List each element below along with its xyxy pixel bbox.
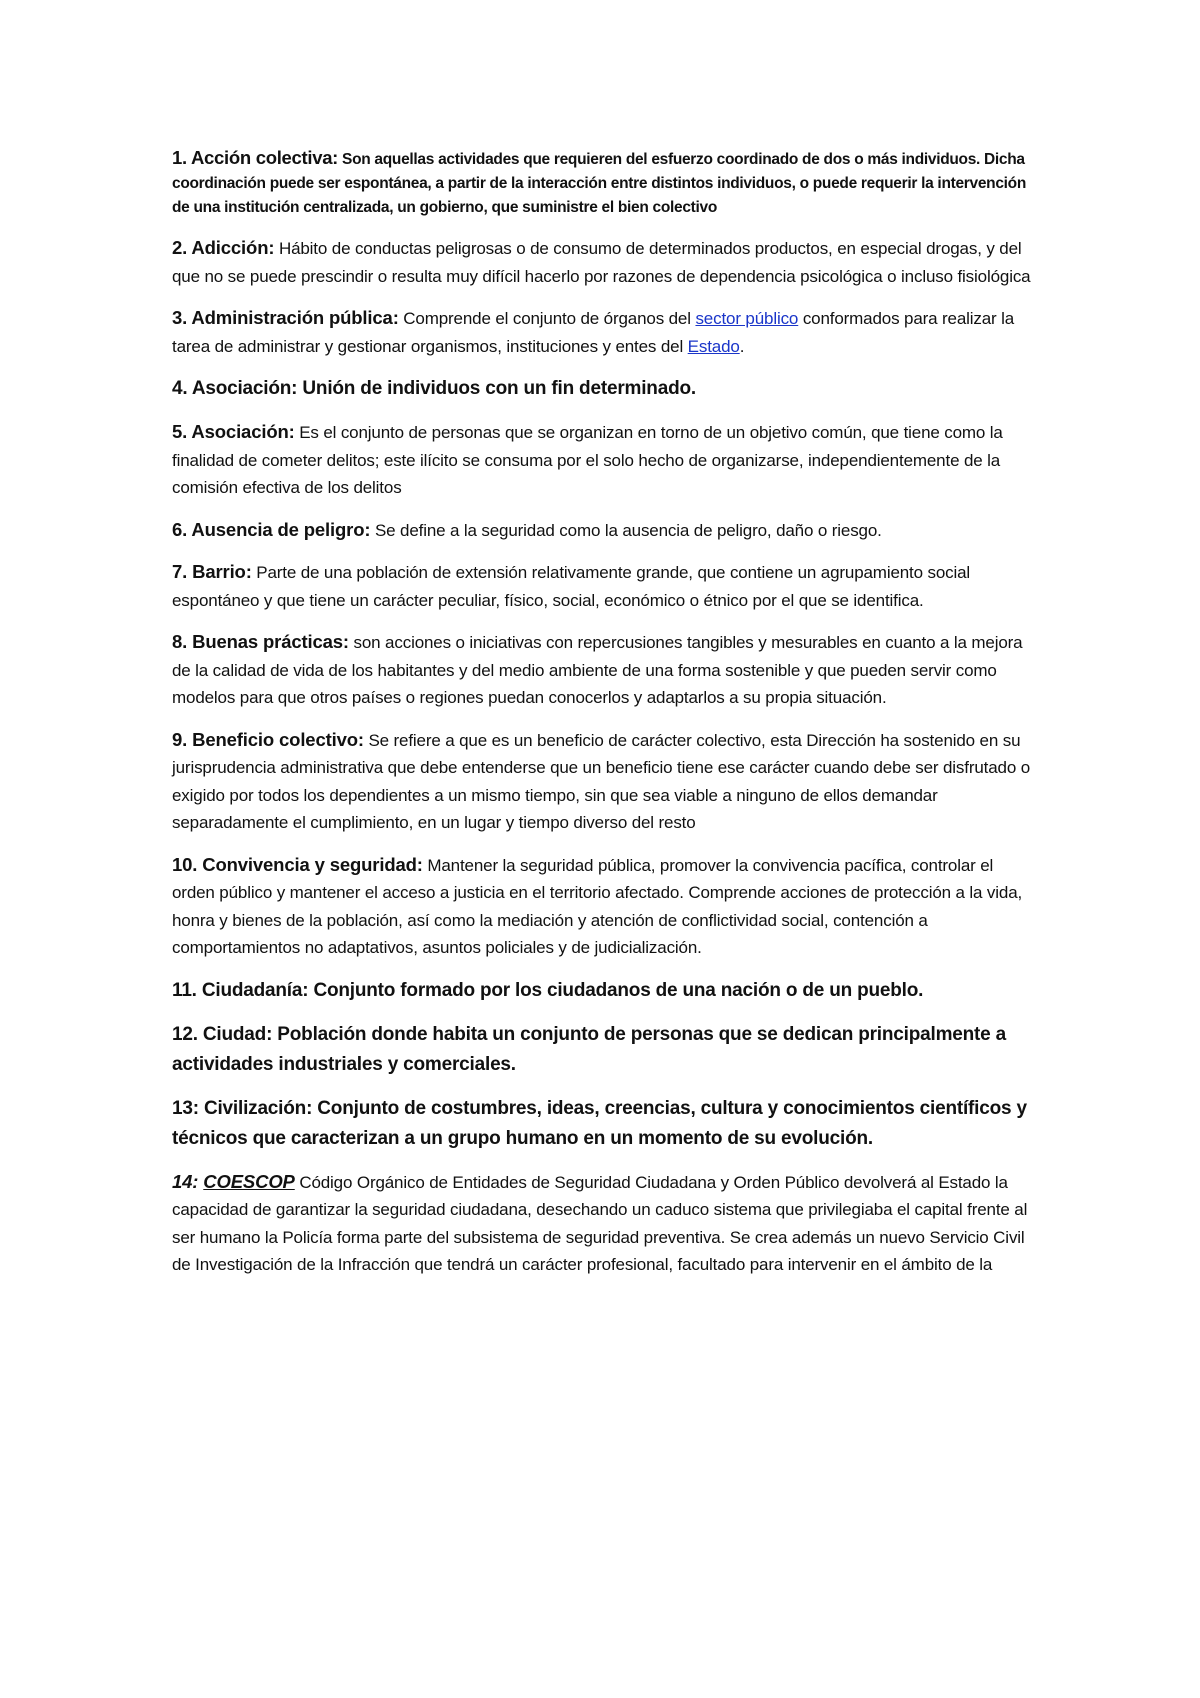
entry-term: 12. Ciudad: bbox=[172, 1023, 273, 1045]
entry-term: 11. Ciudadanía: bbox=[172, 979, 309, 1001]
entry-term: 9. Beneficio colectivo: bbox=[172, 728, 364, 750]
entry-term: 13: Civilización: bbox=[172, 1097, 313, 1119]
entry-term-colon: : bbox=[392, 307, 399, 328]
glossary-entry-2 bbox=[172, 234, 1040, 290]
link-estado[interactable]: Estado bbox=[687, 336, 740, 356]
glossary-entry-1 bbox=[172, 146, 1040, 220]
glossary-entry-7 bbox=[172, 558, 1040, 614]
glossary-entry-14 bbox=[172, 1168, 1040, 1279]
entry-definition: Código Orgánico de Entidades de Seguridad Ciudadana y Orden Público devolverá al Estado la capacidad de garantizar la seguridad ciudadana, desechando un caduco sistema que privilegiaba el capital frente al ser humano la Policía forma parte del subsistema de seguridad preventiva. Se crea además un nuevo Servicio Civil de Investigación de la Infracción que tendrá un carácter profesional, facultado para intervenir en el ámbito de la bbox=[172, 1172, 1028, 1274]
entry-definition: Parte de una población de extensión relativamente grande, que contiene un agrupamiento social espontáneo y que tiene un carácter peculiar, físico, social, económico o étnico por el que se identifica. bbox=[172, 563, 971, 610]
entry-term: 6. Ausencia de peligro: bbox=[172, 518, 371, 540]
glossary-entry-6 bbox=[172, 516, 1040, 545]
entry-definition-end: . bbox=[739, 336, 745, 356]
entry-term: 7. Barrio: bbox=[172, 561, 252, 582]
glossary-entry-5 bbox=[172, 418, 1040, 502]
entry-term: 5. Asociación: bbox=[172, 421, 295, 442]
entry-definition: Mantener la seguridad pública, promover la convivencia pacífica, controlar el orden público y mantener el acceso a justicia en el territorio afectado. Comprende acciones de protección a la vida, honra y bienes de la población, así como la mediación y atención de conflictividad social, contención a comportamientos no adaptativos, asuntos policiales y de judicialización. bbox=[172, 855, 1023, 957]
glossary-entry-11 bbox=[172, 976, 1040, 1006]
link-sector-publico[interactable]: sector público bbox=[695, 309, 799, 328]
glossary-entry-12 bbox=[172, 1020, 1040, 1080]
entry-definition: Hábito de conductas peligrosas o de consumo de determinados productos, en especial drogas, y del que no se puede prescindir o resulta muy difícil hacerlo por razones de dependencia psicológica o incluso fisiológica bbox=[172, 239, 1031, 286]
entry-definition: Es el conjunto de personas que se organizan en torno de un objetivo común, que tiene como la finalidad de cometer delitos; este ilícito se consuma por el solo hecho de organizarse, independientemente de la comisión efectiva de los delitos bbox=[172, 423, 1003, 497]
glossary-entry-4 bbox=[172, 374, 1040, 404]
document-page bbox=[172, 146, 1040, 1293]
glossary-entry-10 bbox=[172, 851, 1040, 962]
entry-term bbox=[172, 1171, 295, 1192]
entry-term: 4. Asociación: bbox=[172, 378, 298, 399]
glossary-entry-3 bbox=[172, 304, 1040, 360]
entry-term-acronym: COESCOP bbox=[203, 1170, 295, 1192]
entry-definition: Conjunto formado por los ciudadanos de una nación o de un pueblo. bbox=[308, 979, 924, 1001]
entry-definition: Son aquellas actividades que requieren del esfuerzo coordinado de dos o más individuos. Dicha coordinación puede ser espontánea, a partir de la interacción entre distintos individuos, o puede requerir la intervención de una institución centralizada, un gobierno, que suministre el bien colectivo bbox=[172, 151, 1026, 216]
glossary-entry-8 bbox=[172, 628, 1040, 712]
glossary-entry-9 bbox=[172, 726, 1040, 837]
glossary-entry-13 bbox=[172, 1094, 1040, 1154]
entry-term: 1. Acción colectiva: bbox=[172, 147, 339, 168]
entry-definition: Comprende el conjunto de órganos del bbox=[398, 309, 696, 328]
entry-definition: Población donde habita un conjunto de personas que se dedican principalmente a actividades industriales y comerciales. bbox=[172, 1023, 1006, 1075]
entry-term: 3. Administración pública bbox=[172, 307, 393, 328]
entry-term: 2. Adicción: bbox=[172, 237, 275, 258]
entry-definition: Conjunto de costumbres, ideas, creencias, cultura y conocimientos científicos y técnicos que caracterizan a un grupo humano en un momento de su evolución. bbox=[172, 1097, 1027, 1149]
entry-term: 8. Buenas prácticas: bbox=[172, 631, 349, 652]
entry-definition: Se define a la seguridad como la ausencia de peligro, daño o riesgo. bbox=[370, 520, 882, 540]
entry-term: 10. Convivencia y seguridad: bbox=[172, 853, 423, 875]
entry-definition: son acciones o iniciativas con repercusiones tangibles y mesurables en cuanto a la mejora de la calidad de vida de los habitantes y del medio ambiente de una forma sostenible y que pueden servir como modelos para que otros países o regiones puedan conocerlos y adaptarlos a su propia situación. bbox=[172, 633, 1023, 707]
entry-definition: Se refiere a que es un beneficio de carácter colectivo, esta Dirección ha sostenido en su jurisprudencia administrativa que debe entenderse que un beneficio tiene ese carácter cuando debe ser disfrutado o exigido por todos los dependientes a un mismo tiempo, sin que sea viable a ninguno de ellos demandar separadamente el cumplimiento, en un lugar y tiempo diverso del resto bbox=[172, 730, 1031, 832]
entry-definition-continued: conformados para realizar la tarea de administrar y gestionar organismos, instituciones y entes del bbox=[172, 309, 1015, 356]
entry-definition: Unión de individuos con un fin determinado. bbox=[297, 378, 696, 399]
entry-term-prefix: 14: bbox=[172, 1170, 204, 1192]
